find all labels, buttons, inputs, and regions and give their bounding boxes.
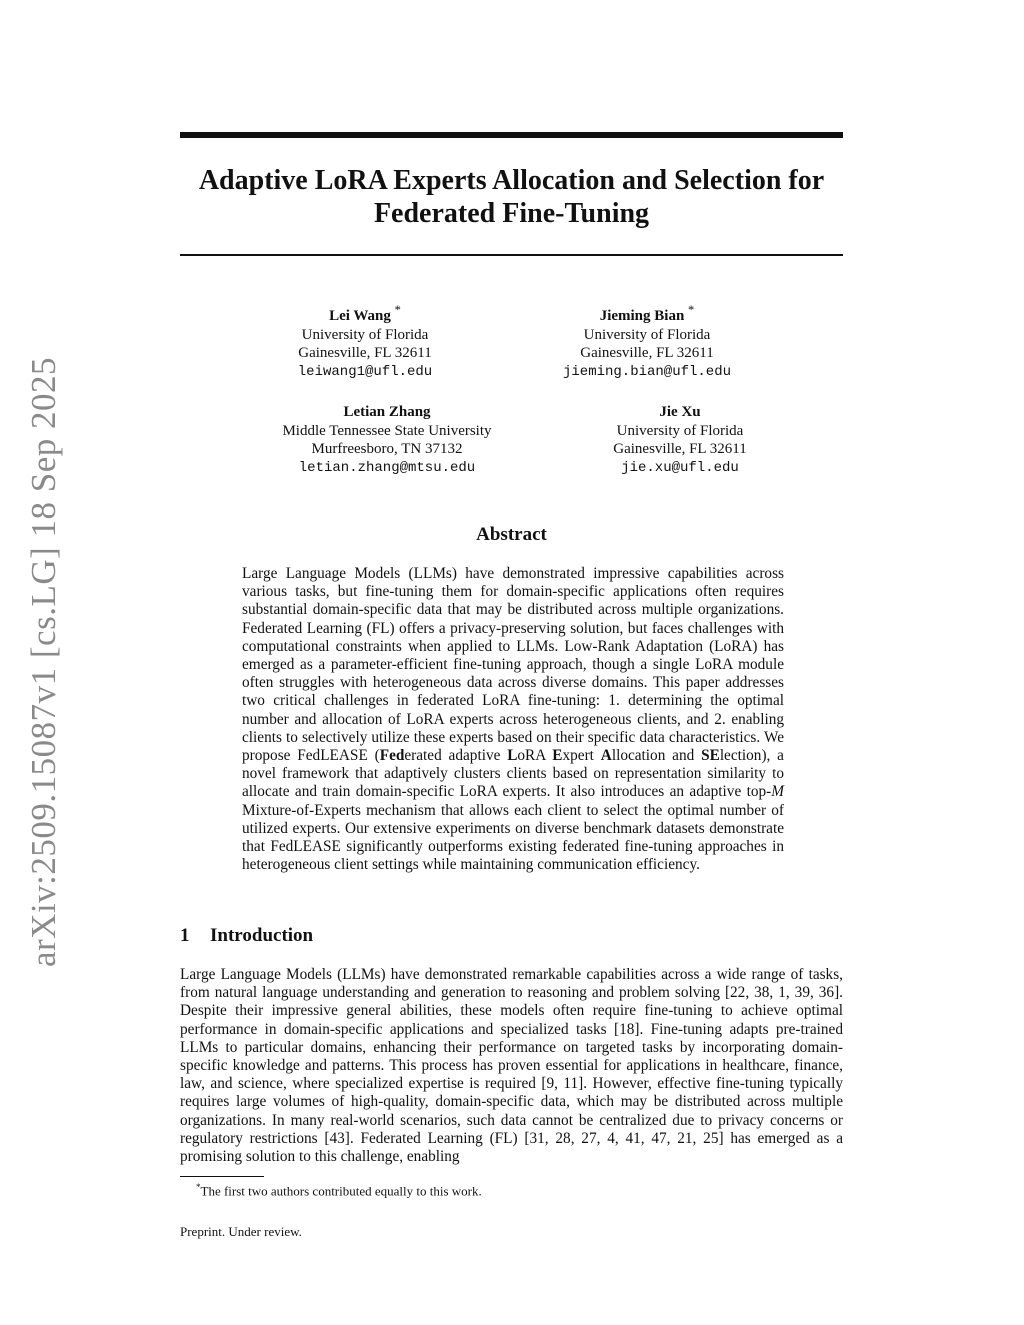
author-location: Gainesville, FL 32611 xyxy=(580,345,714,361)
footnote xyxy=(196,1180,482,1198)
footnote-mark: * xyxy=(196,1182,201,1192)
author-name: Jie Xu xyxy=(659,404,701,420)
acronym-rest: llocation and xyxy=(611,747,702,765)
equal-contribution-mark: * xyxy=(394,303,401,317)
title-line-1: Adaptive LoRA Experts Allocation and Selection for xyxy=(198,165,825,196)
acronym-rest: xpert xyxy=(562,747,601,765)
abstract-text-part-2: Mixture-of-Experts mechanism that allows each client to select the optimal number of utilized experts. Our extensive experiments on diverse benchmark datasets demonstrate that FedLEASE significantly outperforms existing federated fine-tuning approaches in heterogeneous client settings while maintaining communication efficiency. xyxy=(242,801,784,874)
paper-title xyxy=(180,164,843,230)
author-affiliation: Middle Tennessee State University xyxy=(282,422,492,439)
author-affiliation: University of Florida xyxy=(583,326,711,343)
acronym-rest: lection), a novel framework that adaptively clusters clients based on representation similarity to allocate and train domain-specific LoRA experts. It also introduces an adaptive top- xyxy=(242,747,784,801)
acronym-letter: E xyxy=(552,747,563,765)
footnote-text: The first two authors contributed equally to this work. xyxy=(200,1183,482,1199)
author-location: Gainesville, FL 32611 xyxy=(613,441,747,457)
author-name: Letian Zhang xyxy=(343,404,431,420)
author-location: Murfreesboro, TN 37132 xyxy=(311,441,463,457)
author-block-jie-xu xyxy=(555,403,805,477)
section-heading-introduction xyxy=(180,925,313,947)
acronym-rest: erated adaptive xyxy=(404,747,508,765)
author-affiliation: University of Florida xyxy=(616,422,744,439)
author-email[interactable]: jie.xu@ufl.edu xyxy=(621,459,739,476)
page-footer: Preprint. Under review. xyxy=(180,1224,302,1239)
acronym-letter: SE xyxy=(701,747,720,765)
footnote-rule xyxy=(180,1176,264,1177)
math-symbol-m: M xyxy=(771,783,784,801)
equal-contribution-mark: * xyxy=(688,303,695,317)
author-email[interactable]: jieming.bian@ufl.edu xyxy=(562,363,732,380)
section-number: 1 xyxy=(180,925,190,946)
acronym-rest: oRA xyxy=(517,747,553,765)
arxiv-identifier-text: arXiv:2509.15087v1 [cs.LG] 18 Sep 2025 xyxy=(24,356,63,968)
acronym-letter: L xyxy=(507,747,518,765)
acronym-letter: A xyxy=(600,747,612,765)
title-line-2: Federated Fine-Tuning xyxy=(373,198,650,229)
section-title: Introduction xyxy=(210,925,314,946)
title-bottom-rule xyxy=(180,254,843,256)
introduction-paragraph: Large Language Models (LLMs) have demonstrated remarkable capabilities across a wide range of tasks, from natural language understanding and generation to reasoning and problem solving [22, 38, 1, 39, 36]. Despite their impressive general abilities, these models often require fine-tuning to achieve optimal performance in domain-specific applications and specialized tasks [18]. Fine-tuning adapts pre-trained LLMs to particular domains, enhancing their performance on targeted tasks by incorporating domain-specific knowledge and patterns. This process has proven essential for applications in healthcare, finance, law, and science, where specialized expertise is required [9, 11]. However, effective fine-tuning typically requires large volumes of high-quality, domain-specific data, which may be distributed across multiple organizations. In many real-world scenarios, such data cannot be centralized due to privacy concerns or regulatory restrictions [43]. Federated Learning (FL) [31, 28, 27, 4, 41, 47, 21, 25] has emerged as a promising solution to this challenge, enabling xyxy=(180,966,843,1166)
author-block-letian-zhang xyxy=(236,403,538,477)
author-block-lei-wang xyxy=(240,301,490,381)
acronym-letter: Fed xyxy=(379,747,405,765)
title-top-rule xyxy=(180,132,843,138)
author-email[interactable]: letian.zhang@mtsu.edu xyxy=(298,459,476,476)
abstract-heading: Abstract xyxy=(476,524,547,545)
abstract-body xyxy=(242,565,784,874)
author-name: Lei Wang * xyxy=(329,303,401,324)
author-block-jieming-bian xyxy=(522,301,772,381)
author-location: Gainesville, FL 32611 xyxy=(298,345,432,361)
author-name: Jieming Bian * xyxy=(599,303,695,324)
author-affiliation: University of Florida xyxy=(301,326,429,343)
author-email[interactable]: leiwang1@ufl.edu xyxy=(297,363,433,380)
abstract-text-part-1: Large Language Models (LLMs) have demonstrated impressive capabilities across various tasks, but fine-tuning them for domain-specific applications often requires substantial domain-specific data that may be distributed across multiple organizations. Federated Learning (FL) offers a privacy-preserving solution, but faces challenges with computational constraints when applied to LLMs. Low-Rank Adaptation (LoRA) has emerged as a parameter-efficient fine-tuning approach, though a single LoRA module often struggles with heterogeneous data across diverse domains. This paper addresses two critical challenges in federated LoRA fine-tuning: 1. determining the optimal number and allocation of LoRA experts across heterogeneous clients, and 2. enabling clients to selectively utilize these experts based on their specific data characteristics. We propose FedLEASE ( xyxy=(242,565,784,765)
